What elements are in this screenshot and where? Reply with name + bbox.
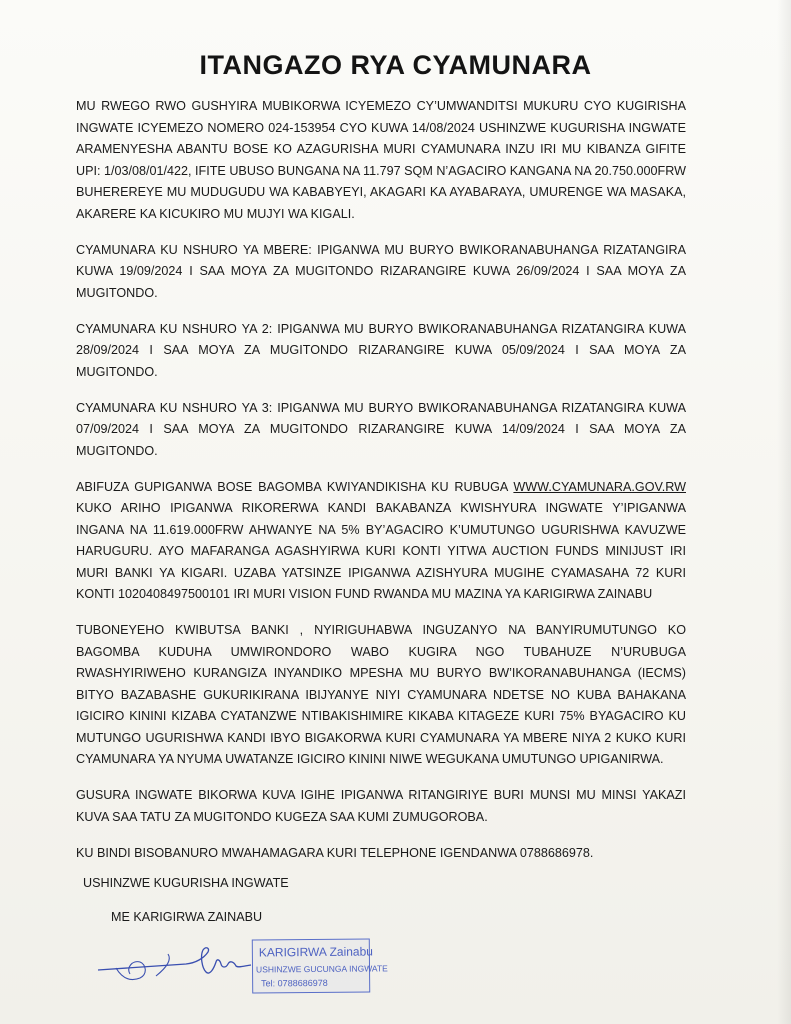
scan-edge-shadow [777,0,791,1024]
signoff-role: USHINZWE KUGURISHA INGWATE [83,876,289,890]
registration-text-end: KUKO ARIHO IPIGANWA RIKORERWA KANDI BAKABANZA KWISHYURA INGWATE Y’IPIGANWA INGANA NA 11.619.000FRW AHWANYE NA 5% BY’AGACIRO K’UMUTUNGO UGURISHWA KAVUZWE HARUGURU. AYO MAFARANGA AGASHYIRWA KURI KONTI YITWA AUCTION FUNDS MINIJUST IRI MURI BANKI YA KIGARI. UZABA YATSINZE IPIGANWA AZISHYURA MUGIHE CYAMASAHA 72 KURI KONTI 1020408497500101 IRI MURI VISION FUND RWANDA MU MAZINA YA KARIGIRWA ZAINABU [76,501,686,601]
stamp-role: USHINZWE GUCUNGA INGWATE [255,963,388,975]
paragraph-registration [76,477,686,606]
stamp-phone: Tel: 0788686978 [261,977,328,989]
page-title: ITANGAZO RYA CYAMUNARA [199,50,592,80]
official-stamp [252,938,388,993]
paragraph-second-auction: CYAMUNARA KU NSHURO YA 2: IPIGANWA MU BURYO BWIKORANABUHANGA RIZATANGIRA KUWA 28/09/2024 I SAA MOYA ZA MUGITONDO RIZARANGIRE KUWA 05/09/2024 I SAA MOYA ZA MUGITONDO. [76,321,686,379]
auction-website-link[interactable]: WWW.CYAMUNARA.GOV.RW [513,479,686,494]
signoff-name: ME KARIGIRWA ZAINABU [111,910,263,924]
paragraph-third-auction: CYAMUNARA KU NSHURO YA 3: IPIGANWA MU BURYO BWIKORANABUHANGA RIZATANGIRA KUWA 07/09/2024 I SAA MOYA ZA MUGITONDO RIZARANGIRE KUWA 14/09/2024 I SAA MOYA ZA MUGITONDO. [76,400,686,458]
paragraph-first-auction: CYAMUNARA KU NSHURO YA MBERE: IPIGANWA MU BURYO BWIKORANABUHANGA RIZATANGIRA KUWA 19/09/2024 I SAA MOYA ZA MUGITONDO RIZARANGIRE KUWA 26/09/2024 I SAA MOYA ZA MUGITONDO. [76,242,686,300]
paragraph-contact: KU BINDI BISOBANURO MWAHAMAGARA KURI TELEPHONE IGENDANWA 0788686978. [76,845,594,860]
paragraph-bank-reminder: TUBONEYEHO KWIBUTSA BANKI , NYIRIGUHABWA INGUZANYO NA BANYIRUMUTUNGO KO BAGOMBA KUDUHA UMWIRONDORO WABO KUGIRA NGO TUBAHUZE N’URUBUGA RWASHYIRIWEHO KURANGIZA INYANDIKO MPESHA MU BURYO BW’IKORANABUHANGA (IECMS) BITYO BAZABASHE GUKURIKIRANA IBIJYANYE NIYI CYAMUNARA NDETSE NO KUBA BAHAKANA IGICIRO KININI KIZABA CYATANZWE NTIBAKISHIMIRE KIKABA KITAGEZE KURI 75% BYAGACIRO KU MUTUNGO UGURISHWA KANDI IBYO BIGAKORWA KURI CYAMUNARA YA MBERE NIYA 2 KUKO KURI CYAMUNARA YA NYUMA UWATANZE IGICIRO KININI NIWE WEGUKANA UMUTUNGO UPIGANIRWA. [76,623,686,766]
registration-text-start: ABIFUZA GUPIGANWA BOSE BAGOMBA KWIYANDIKISHA KU RUBUGA [76,479,514,494]
document-body [76,96,686,879]
paragraph-visiting: GUSURA INGWATE BIKORWA KUVA IGIHE IPIGANWA RITANGIRIYE BURI MUNSI MU MINSI YAKAZI KUVA SAA TATU ZA MUGITONDO KUGEZA SAA KUMI ZUMUGOROBA. [76,788,686,824]
stamp-name: KARIGIRWA Zainabu [258,944,373,960]
paragraph-announcement: MU RWEGO RWO GUSHYIRA MUBIKORWA ICYEMEZO CY’UMWANDITSI MUKURU CYO KUGIRISHA INGWATE ICYEMEZO NOMERO 024-153954 CYO KUWA 14/08/2024 USHINZWE KUGURISHA INGWATE ARAMENYESHA ABANTU BOSE KO AZAGURISHA MURI CYAMUNARA INZU IRI MU KIBANZA GIFITE UPI: 1/03/08/01/422, IFITE UBUSO BUNGANA NA 11.797 SQM N’AGACIRO KANGANA NA 20.750.000FRW BUHEREREYE MU MUDUGUDU WA KABABYEYI, AKAGARI KA AYABARAYA, UMURENGE WA MASAKA, AKARERE KA KICUKIRO MU MUJYI WA KIGALI. [76,99,686,221]
